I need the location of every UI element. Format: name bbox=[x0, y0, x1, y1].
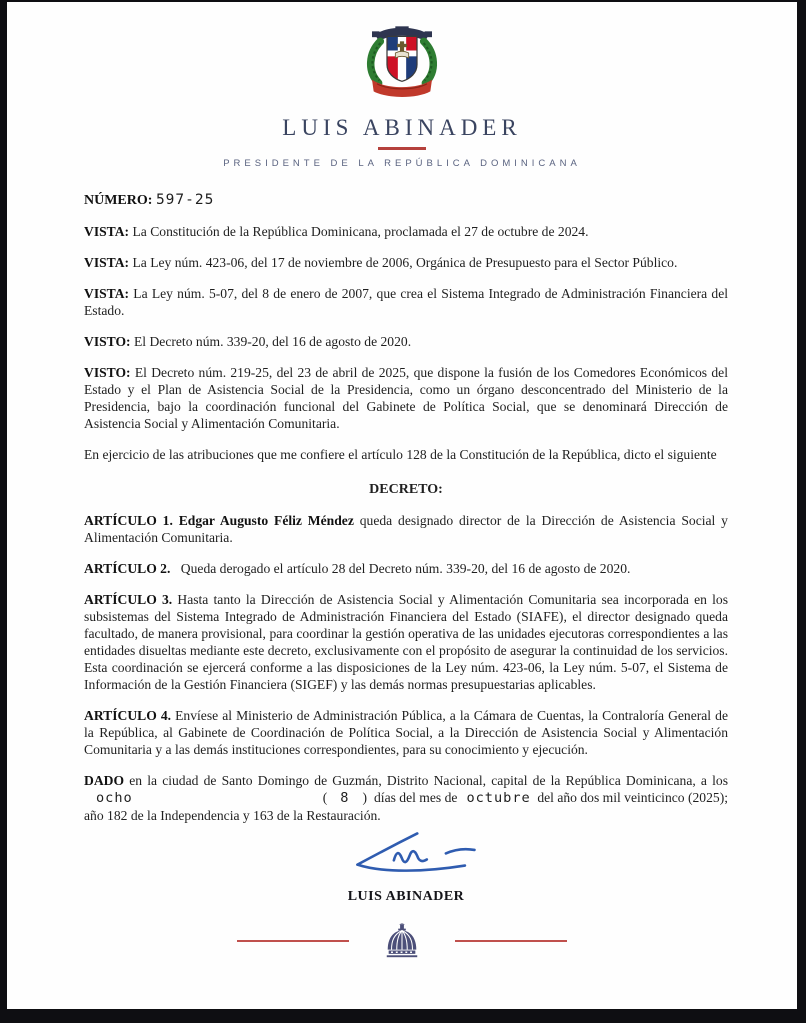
decree-number bbox=[84, 192, 728, 209]
appointee-name: Edgar Augusto Féliz Méndez bbox=[178, 513, 354, 528]
signature-block bbox=[84, 830, 728, 905]
article-4: ARTÍCULO 4. Envíese al Ministerio de Administración Pública, a la Cámara de Cuentas, la Contraloría General de la República, al Gabinete de Coordinación de Política Social, a la Dirección de Asistencia Social y Alimentación Comunitaria y a las demás instituciones correspondientes, para su conocimiento y ejecución. bbox=[84, 708, 728, 757]
letterhead bbox=[7, 2, 797, 169]
decree-page bbox=[7, 2, 797, 1009]
recital-visto-1: VISTO: El Decreto núm. 339-20, del 16 de agosto de 2020. bbox=[84, 334, 412, 349]
president-name: LUIS ABINADER bbox=[282, 115, 522, 140]
dado-day-word: ocho bbox=[96, 790, 133, 806]
dado-line-3: año 182 de la Independencia y 163 de la Restauración. bbox=[84, 808, 381, 823]
enacting-clause: En ejercicio de las atribuciones que me confiere el artículo 128 de la Constitución de la República, dicto el siguiente bbox=[84, 447, 717, 462]
decree-number-label: NÚMERO: bbox=[84, 193, 153, 208]
president-title: PRESIDENTE DE LA REPÚBLICA DOMINICANA bbox=[223, 158, 581, 169]
dado-line-1: DADO en la ciudad de Santo Domingo de Guzmán, Distrito Nacional, capital de la República Dominicana, a los bbox=[84, 773, 728, 788]
red-divider bbox=[378, 147, 426, 150]
article-3: ARTÍCULO 3. Hasta tanto la Dirección de Asistencia Social y Alimentación Comunitaria sea incorporada en los subsistemas del Sistema Integrado de Administración Financiera del Estado (SIAFE), el director designado queda facultado, de manera provisional, para coordinar la gestión operativa de las unidades ejecutoras correspondientes a las entidades disueltas mediante este decreto, exclusivamente con el propósito de asegurar la continuidad de los servicios. Esta coordinación se ejercerá conforme a las disposiciones de la Ley núm. 423-06, la Ley núm. 5-07, el Sistema de Información de la Gestión Financiera (SIGEF) y las demás normas presupuestarias aplicables. bbox=[84, 592, 728, 692]
dado-line-2: ocho ( 8 ) días del mes de octubre del año dos mil veinticinco (2025); bbox=[96, 790, 728, 806]
decree-heading: DECRETO: bbox=[369, 482, 443, 497]
footer-red-line-left bbox=[237, 940, 349, 942]
recital-vista-3: VISTA: La Ley núm. 5-07, del 8 de enero de 2007, que crea el Sistema Integrado de Administración Financiera del Estado. bbox=[84, 286, 729, 318]
recital-visto-2: VISTO: El Decreto núm. 219-25, del 23 de abril de 2025, que dispone la fusión de los Comedores Económicos del Estado y el Plan de Asistencia Social de la Presidencia, como un órgano desconcentrado del Ministerio de la Presidencia, bajo la coordinación funcional del Gabinete de Política Social, que se denominará Dirección de Asistencia Social y Alimentación Comunitaria. bbox=[84, 365, 728, 431]
decree-number-value: 597-25 bbox=[155, 192, 215, 208]
article-2: ARTÍCULO 2. Queda derogado el artículo 28 del Decreto núm. 339-20, del 16 de agosto de 2020. bbox=[84, 561, 631, 576]
signatory-name: LUIS ABINADER bbox=[347, 889, 465, 904]
decree-body bbox=[7, 192, 797, 905]
article-1: ARTÍCULO 1. Edgar Augusto Féliz Méndez queda designado director de la Dirección de Asistencia Social y Alimentación Comunitaria. bbox=[84, 513, 728, 545]
dado-clause bbox=[84, 772, 728, 824]
coat-of-arms-icon bbox=[352, 20, 452, 106]
palace-dome-icon bbox=[381, 921, 423, 961]
recital-vista-2: VISTA: La Ley núm. 423-06, del 17 de noviembre de 2006, Orgánica de Presupuesto para el Sector Público. bbox=[84, 255, 678, 270]
dado-month: octubre bbox=[466, 790, 531, 806]
footer-red-line-right bbox=[455, 940, 567, 942]
signature-autograph-icon bbox=[306, 830, 506, 882]
dado-day-number: 8 bbox=[340, 790, 350, 806]
recital-vista-1: VISTA: La Constitución de la República Dominicana, proclamada el 27 de octubre de 2024. bbox=[84, 224, 589, 239]
page-footer bbox=[7, 921, 797, 961]
